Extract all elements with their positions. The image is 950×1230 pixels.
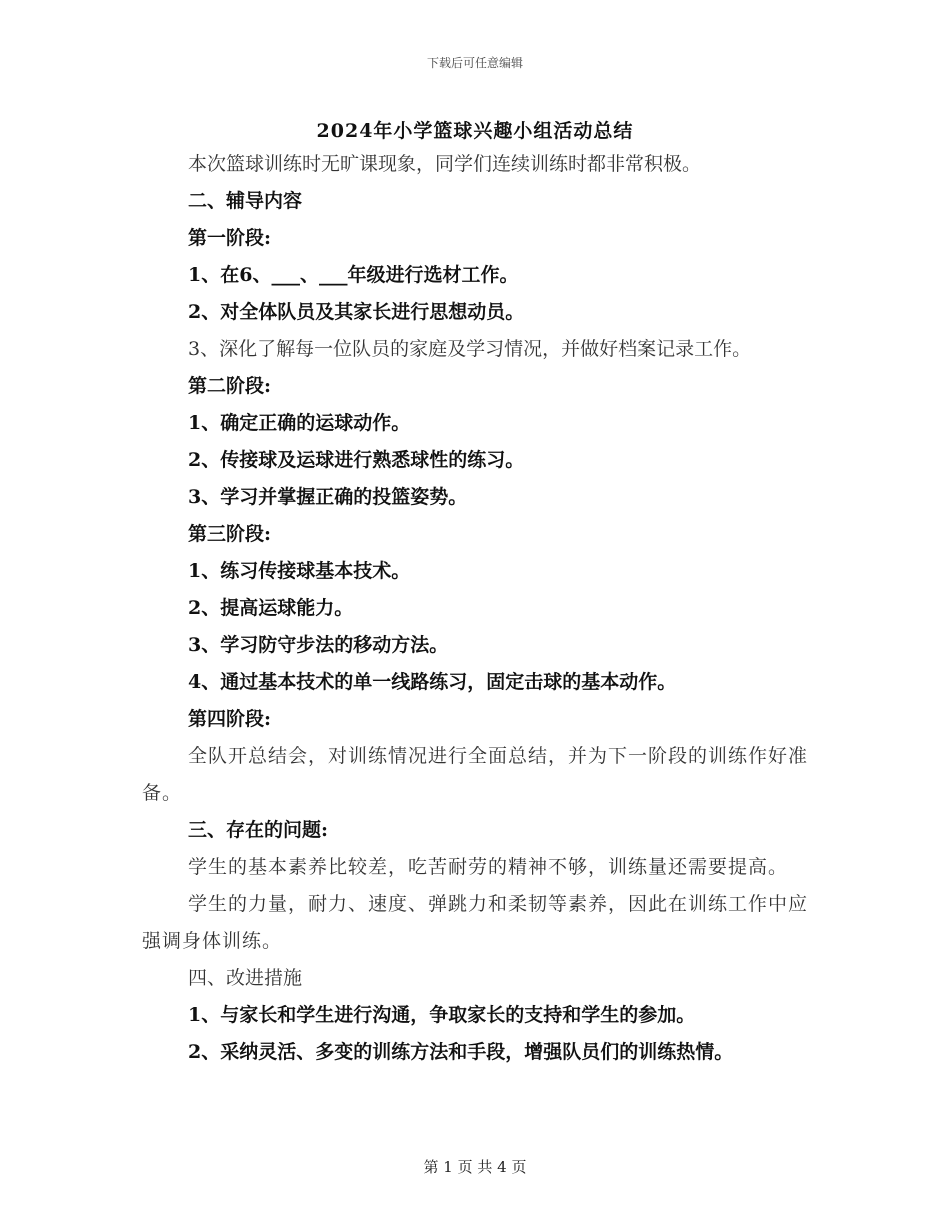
summary-paragraph: 全队开总结会，对训练情况进行全面总结，并为下一阶段的训练作好准备。 (142, 745, 809, 804)
list-item: 3、深化了解每一位队员的家庭及学习情况，并做好档案记录工作。 (188, 338, 752, 360)
document-body (142, 146, 812, 1071)
list-item: 3、学习并掌握正确的投篮姿势。 (188, 486, 468, 508)
section-heading-problems: 三、存在的问题: (188, 819, 329, 841)
document-title: 2024年小学篮球兴趣小组活动总结 (316, 120, 634, 142)
problem-paragraph: 学生的基本素养比较差，吃苦耐劳的精神不够，训练量还需要提高。 (188, 856, 789, 878)
intro-line: 本次篮球训练时无旷课现象，同学们连续训练时都非常积极。 (188, 153, 702, 175)
list-item: 1、确定正确的运球动作。 (188, 412, 411, 434)
list-item: 2、提高运球能力。 (188, 597, 354, 619)
stage-heading-3: 第三阶段: (188, 523, 272, 545)
stage-heading-2: 第二阶段: (188, 375, 272, 397)
list-item: 2、对全体队员及其家长进行思想动员。 (188, 301, 525, 323)
list-item: 1、练习传接球基本技术。 (188, 560, 411, 582)
page-footer: 第 1 页 共 4 页 (423, 1158, 527, 1176)
header-note: 下载后可任意编辑 (426, 56, 523, 70)
stage-heading-1: 第一阶段: (188, 227, 272, 249)
section-heading-guidance: 二、辅导内容 (188, 190, 303, 212)
list-item: 4、通过基本技术的单一线路练习，固定击球的基本动作。 (188, 671, 677, 693)
list-item: 3、学习防守步法的移动方法。 (188, 634, 449, 656)
list-item: 1、与家长和学生进行沟通，争取家长的支持和学生的参加。 (188, 1004, 696, 1026)
list-item: 2、采纳灵活、多变的训练方法和手段，增强队员们的训练热情。 (188, 1041, 734, 1063)
problem-paragraph: 学生的力量，耐力、速度、弹跳力和柔韧等素养，因此在训练工作中应强调身体训练。 (142, 893, 809, 952)
list-item: 2、传接球及运球进行熟悉球性的练习。 (188, 449, 525, 471)
section-heading-improvements: 四、改进措施 (188, 967, 303, 989)
stage-heading-4: 第四阶段: (188, 708, 272, 730)
list-item: 1、在6、___、___年级进行选材工作。 (188, 264, 519, 286)
